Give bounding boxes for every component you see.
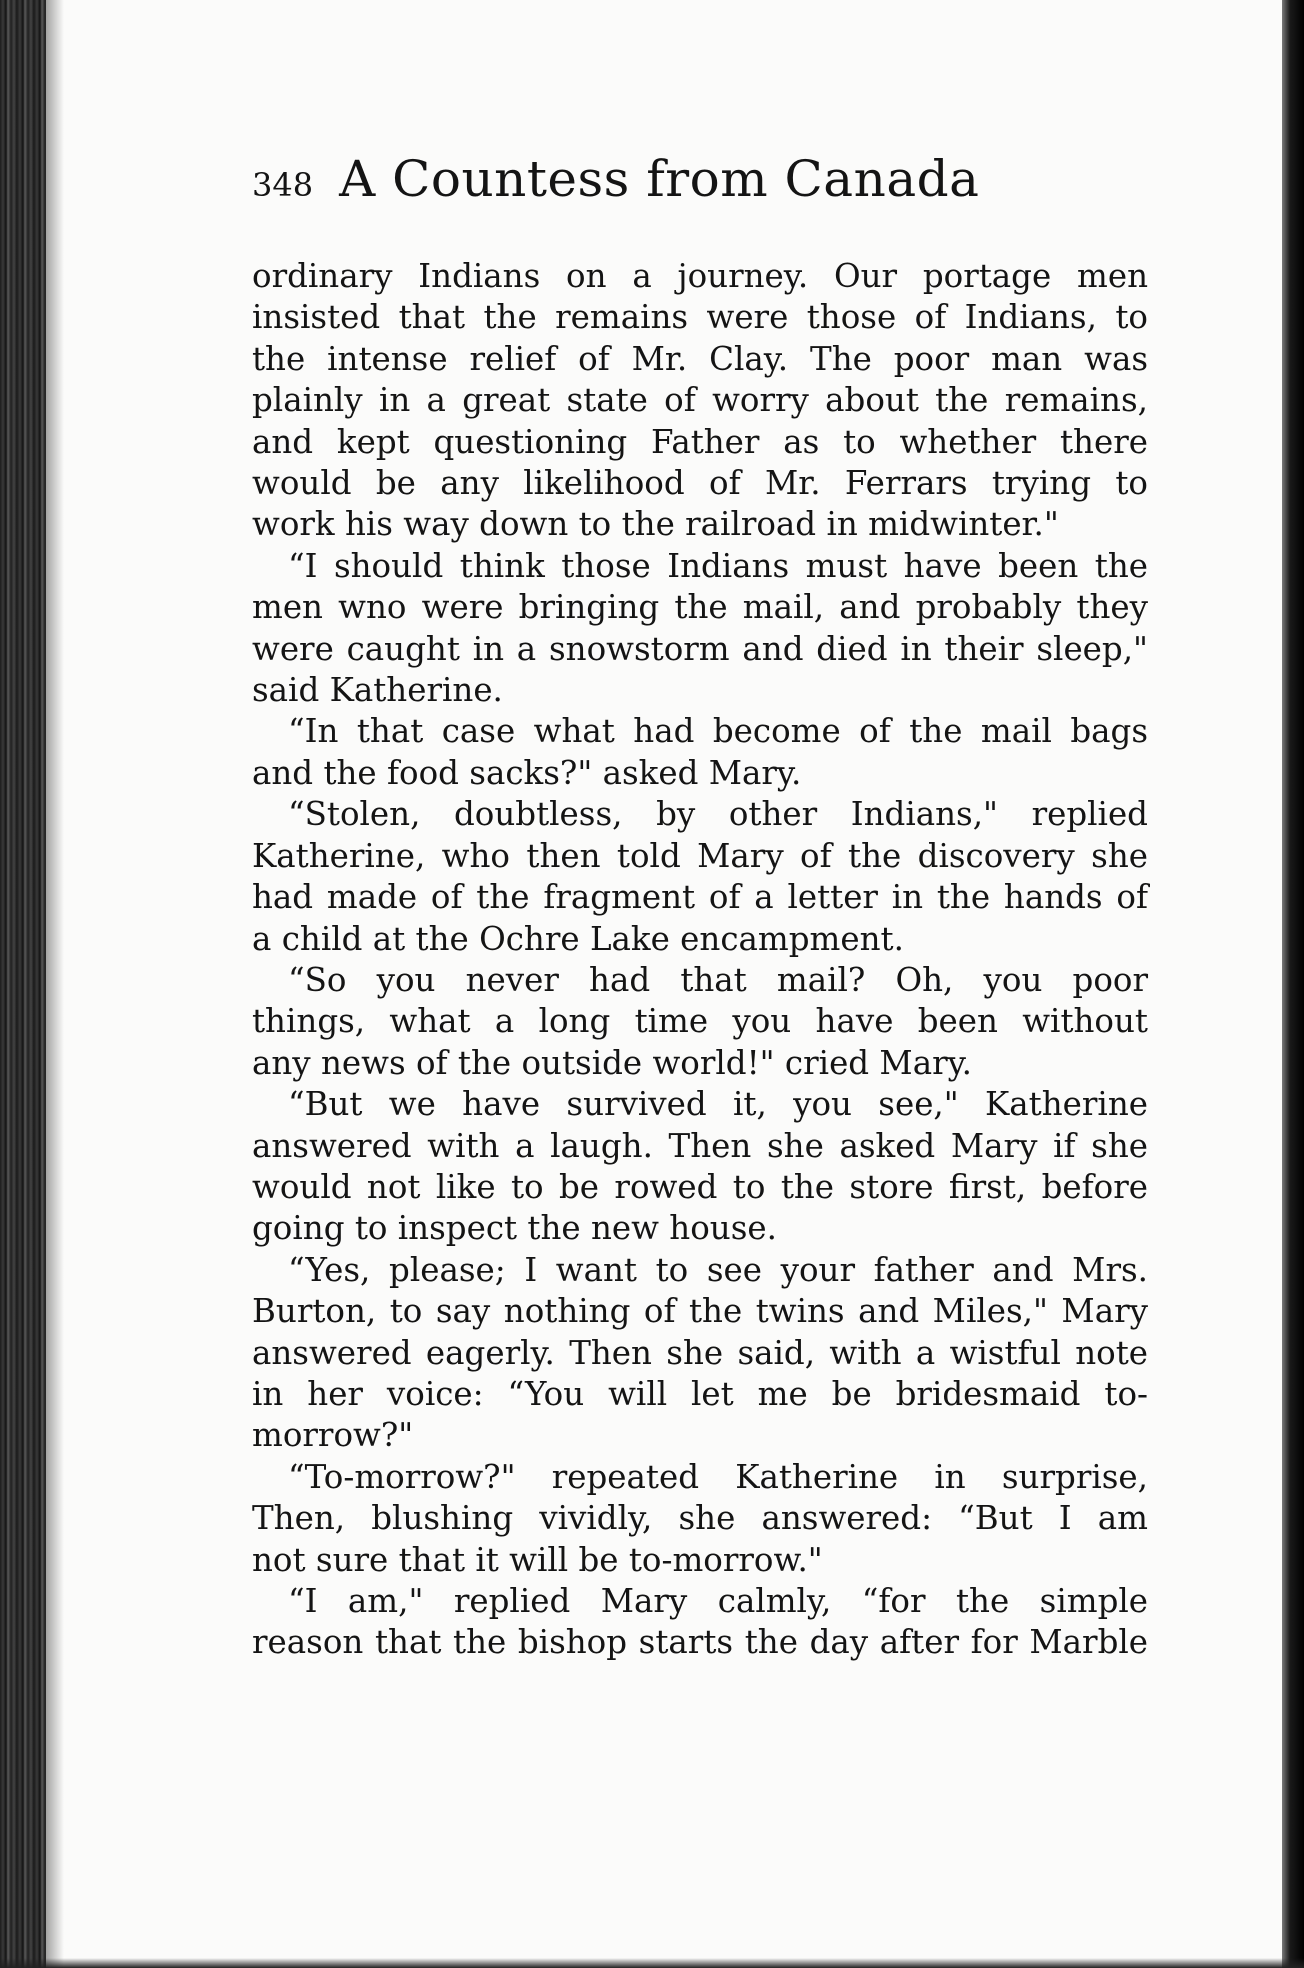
- page-number: 348: [252, 166, 314, 204]
- text-line: were caught in a snowstorm and died in their sleep,": [252, 629, 1148, 668]
- page-bottom-edge: [0, 1958, 1304, 1968]
- page-right-edge: [1282, 0, 1304, 1968]
- text-line: “So you never had that mail? Oh, you poor: [288, 960, 1148, 999]
- text-line: “But we have survived it, you see," Katherine: [288, 1085, 1148, 1124]
- text-line: “In that case what had become of the mail bags: [288, 712, 1148, 751]
- text-line: “Stolen, doubtless, by other Indians," replied: [288, 795, 1148, 834]
- text-line: morrow?": [252, 1416, 414, 1455]
- text-line: Katherine, who then told Mary of the discovery she: [252, 836, 1148, 875]
- text-line: Then, blushing vividly, she answered: “But I am: [252, 1499, 1148, 1538]
- running-title: A Countess from Canada: [339, 150, 980, 208]
- text-line: “I am," replied Mary calmly, “for the simple: [288, 1582, 1148, 1620]
- text-line: work his way down to the railroad in midwinter.": [252, 505, 1059, 544]
- text-line: answered with a laugh. Then she asked Mary if she: [252, 1126, 1148, 1165]
- text-line: plainly in a great state of worry about the remains,: [252, 381, 1148, 420]
- text-line: and the food sacks?" asked Mary.: [252, 753, 802, 792]
- text-line: not sure that it will be to-morrow.": [252, 1540, 823, 1579]
- text-line: “Yes, please; I want to see your father and Mrs.: [288, 1250, 1148, 1289]
- text-line: said Katherine.: [252, 671, 503, 710]
- book-binding-edge: [0, 0, 46, 1968]
- body-text: [252, 256, 1148, 1664]
- text-line: ordinary Indians on a journey. Our portage men: [252, 257, 1148, 295]
- text-line: answered eagerly. Then she said, with a wistful note: [252, 1333, 1148, 1372]
- text-line: going to inspect the new house.: [252, 1209, 777, 1248]
- text-line: and kept questioning Father as to whether there: [252, 422, 1148, 461]
- running-head: [252, 150, 1148, 246]
- text-line: insisted that the remains were those of Indians, to: [252, 298, 1148, 337]
- text-line: in her voice: “You will let me be bridesmaid to-: [252, 1374, 1148, 1413]
- text-line: reason that the bishop starts the day after for Marble: [252, 1623, 1148, 1662]
- text-line: the intense relief of Mr. Clay. The poor man was: [252, 339, 1148, 378]
- text-line: Burton, to say nothing of the twins and Miles," Mary: [252, 1292, 1148, 1331]
- text-line: would not like to be rowed to the store first, before: [252, 1167, 1148, 1206]
- text-line: any news of the outside world!" cried Mary.: [252, 1043, 972, 1082]
- text-line: a child at the Ochre Lake encampment.: [252, 919, 904, 958]
- text-line: things, what a long time you have been without: [252, 1002, 1148, 1041]
- book-page: [252, 150, 1148, 1664]
- text-line: men wno were bringing the mail, and probably they: [252, 588, 1148, 627]
- text-line: would be any likelihood of Mr. Ferrars trying to: [252, 464, 1148, 503]
- text-line: “To-morrow?" repeated Katherine in surprise,: [288, 1457, 1148, 1496]
- text-line: “I should think those Indians must have been the: [288, 546, 1148, 585]
- text-line: had made of the fragment of a letter in the hands of: [252, 878, 1148, 917]
